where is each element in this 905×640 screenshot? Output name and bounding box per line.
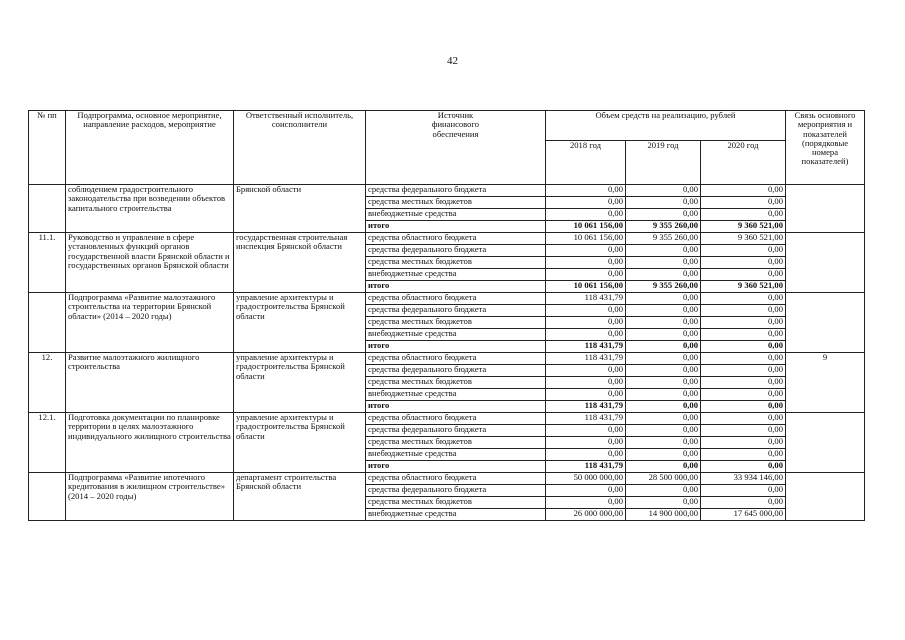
funding-source: средства федерального бюджета [366, 245, 546, 257]
row-number [29, 293, 66, 353]
amount-2019: 0,00 [626, 257, 701, 269]
funding-source: итого [366, 221, 546, 233]
table-row [29, 293, 865, 305]
funding-source: внебюджетные средства [366, 209, 546, 221]
indicator-link [786, 233, 865, 293]
row-number: 12. [29, 353, 66, 413]
amount-2018: 26 000 000,00 [546, 509, 626, 521]
program-name: Подготовка документации по планировке территории в целях малоэтажного индивидуального жилищного строительства [66, 413, 234, 473]
amount-2018: 10 061 156,00 [546, 233, 626, 245]
header-col-volume: Объем средств на реализацию, рублей [546, 111, 786, 141]
amount-2019: 0,00 [626, 329, 701, 341]
amount-2020: 17 645 000,00 [701, 509, 786, 521]
amount-2018: 0,00 [546, 305, 626, 317]
amount-2019: 28 500 000,00 [626, 473, 701, 485]
table-header [29, 111, 865, 185]
amount-2019: 14 900 000,00 [626, 509, 701, 521]
row-number [29, 185, 66, 233]
header-col-source: Источник финансового обеспечения [366, 111, 546, 185]
program-name: Руководство и управление в сфере установленных функций органов государственной власти Брянской области и государственных органов Брянской области [66, 233, 234, 293]
table-row [29, 185, 865, 197]
amount-2020: 0,00 [701, 269, 786, 281]
executor: управление архитектуры и градостроительства Брянской области [234, 353, 366, 413]
executor: управление архитектуры и градостроительства Брянской области [234, 413, 366, 473]
amount-2020: 0,00 [701, 389, 786, 401]
funding-source: средства местных бюджетов [366, 377, 546, 389]
funding-source: итого [366, 281, 546, 293]
amount-2018: 118 431,79 [546, 401, 626, 413]
funding-source: средства федерального бюджета [366, 185, 546, 197]
amount-2019: 9 355 260,00 [626, 221, 701, 233]
amount-2020: 0,00 [701, 329, 786, 341]
funding-source: внебюджетные средства [366, 389, 546, 401]
funding-source: внебюджетные средства [366, 269, 546, 281]
amount-2020: 0,00 [701, 209, 786, 221]
funding-source: итого [366, 341, 546, 353]
indicator-link [786, 185, 865, 233]
program-name: соблюдением градостроительного законодательства при возведении объектов капитального строительства [66, 185, 234, 233]
amount-2018: 10 061 156,00 [546, 281, 626, 293]
amount-2019: 0,00 [626, 353, 701, 365]
funding-source: внебюджетные средства [366, 509, 546, 521]
funding-source: средства местных бюджетов [366, 257, 546, 269]
amount-2018: 0,00 [546, 437, 626, 449]
row-number: 12.1. [29, 413, 66, 473]
header-col-program: Подпрограмма, основное мероприятие, направление расходов, мероприятие [66, 111, 234, 185]
header-col-executor: Ответственный исполнитель, соисполнители [234, 111, 366, 185]
amount-2019: 0,00 [626, 185, 701, 197]
amount-2019: 9 355 260,00 [626, 281, 701, 293]
amount-2019: 0,00 [626, 365, 701, 377]
funding-source: средства федерального бюджета [366, 305, 546, 317]
indicator-link [786, 293, 865, 353]
header-year-2018: 2018 год [546, 141, 626, 185]
amount-2018: 0,00 [546, 209, 626, 221]
amount-2019: 0,00 [626, 341, 701, 353]
table-row [29, 353, 865, 365]
funding-source: внебюджетные средства [366, 329, 546, 341]
amount-2019: 0,00 [626, 437, 701, 449]
funding-source: итого [366, 461, 546, 473]
amount-2018: 0,00 [546, 377, 626, 389]
header-col-link: Связь основного мероприятия и показателей (порядковые номера показателей) [786, 111, 865, 185]
executor: управление архитектуры и градостроительства Брянской области [234, 293, 366, 353]
amount-2020: 0,00 [701, 341, 786, 353]
amount-2019: 0,00 [626, 413, 701, 425]
amount-2020: 0,00 [701, 353, 786, 365]
funding-source: средства областного бюджета [366, 413, 546, 425]
amount-2018: 0,00 [546, 185, 626, 197]
funding-source: внебюджетные средства [366, 449, 546, 461]
amount-2018: 118 431,79 [546, 293, 626, 305]
table-row [29, 233, 865, 245]
funding-source: средства федерального бюджета [366, 425, 546, 437]
funding-source: средства областного бюджета [366, 473, 546, 485]
amount-2019: 0,00 [626, 461, 701, 473]
amount-2020: 0,00 [701, 413, 786, 425]
amount-2020: 0,00 [701, 197, 786, 209]
amount-2018: 0,00 [546, 425, 626, 437]
amount-2020: 0,00 [701, 401, 786, 413]
amount-2019: 0,00 [626, 245, 701, 257]
header-col-no: № пп [29, 111, 66, 185]
funding-source: средства местных бюджетов [366, 437, 546, 449]
amount-2020: 0,00 [701, 305, 786, 317]
amount-2019: 0,00 [626, 197, 701, 209]
amount-2019: 0,00 [626, 317, 701, 329]
amount-2018: 118 431,79 [546, 353, 626, 365]
amount-2020: 0,00 [701, 317, 786, 329]
amount-2018: 0,00 [546, 389, 626, 401]
table-row [29, 413, 865, 425]
header-year-2019: 2019 год [626, 141, 701, 185]
amount-2020: 0,00 [701, 257, 786, 269]
amount-2018: 0,00 [546, 197, 626, 209]
funding-source: средства областного бюджета [366, 233, 546, 245]
amount-2018: 0,00 [546, 449, 626, 461]
amount-2019: 0,00 [626, 377, 701, 389]
amount-2019: 0,00 [626, 449, 701, 461]
amount-2020: 0,00 [701, 365, 786, 377]
amount-2018: 0,00 [546, 485, 626, 497]
funding-source: итого [366, 401, 546, 413]
executor: государственная строительная инспекция Брянской области [234, 233, 366, 293]
funding-source: средства местных бюджетов [366, 317, 546, 329]
amount-2018: 0,00 [546, 317, 626, 329]
amount-2020: 0,00 [701, 461, 786, 473]
funding-source: средства местных бюджетов [366, 197, 546, 209]
funding-source: средства федерального бюджета [366, 485, 546, 497]
amount-2019: 0,00 [626, 269, 701, 281]
amount-2020: 9 360 521,00 [701, 233, 786, 245]
row-number: 11.1. [29, 233, 66, 293]
amount-2020: 0,00 [701, 449, 786, 461]
amount-2018: 10 061 156,00 [546, 221, 626, 233]
header-year-2020: 2020 год [701, 141, 786, 185]
amount-2020: 0,00 [701, 485, 786, 497]
table-body [29, 185, 865, 521]
amount-2020: 0,00 [701, 377, 786, 389]
amount-2018: 0,00 [546, 329, 626, 341]
funding-source: средства федерального бюджета [366, 365, 546, 377]
program-name: Подпрограмма «Развитие ипотечного кредитования в жилищном строительстве» (2014 – 2020 годы) [66, 473, 234, 521]
amount-2019: 0,00 [626, 305, 701, 317]
amount-2018: 0,00 [546, 257, 626, 269]
amount-2020: 0,00 [701, 497, 786, 509]
table-row [29, 473, 865, 485]
amount-2018: 0,00 [546, 497, 626, 509]
funding-source: средства областного бюджета [366, 293, 546, 305]
amount-2020: 0,00 [701, 293, 786, 305]
program-name: Подпрограмма «Развитие малоэтажного строительства на территории Брянской области» (2014 – 2020 годы) [66, 293, 234, 353]
indicator-link [786, 413, 865, 473]
program-name: Развитие малоэтажного жилищного строительства [66, 353, 234, 413]
funding-source: средства областного бюджета [366, 353, 546, 365]
amount-2018: 118 431,79 [546, 461, 626, 473]
amount-2019: 0,00 [626, 425, 701, 437]
amount-2019: 0,00 [626, 209, 701, 221]
amount-2019: 0,00 [626, 497, 701, 509]
amount-2019: 0,00 [626, 401, 701, 413]
amount-2020: 33 934 146,00 [701, 473, 786, 485]
amount-2019: 9 355 260,00 [626, 233, 701, 245]
amount-2018: 0,00 [546, 245, 626, 257]
budget-table [28, 110, 865, 521]
amount-2020: 0,00 [701, 185, 786, 197]
page-number: 42 [447, 55, 458, 67]
indicator-link [786, 473, 865, 521]
executor: департамент строительства Брянской области [234, 473, 366, 521]
amount-2019: 0,00 [626, 485, 701, 497]
amount-2020: 0,00 [701, 425, 786, 437]
indicator-link: 9 [786, 353, 865, 413]
amount-2019: 0,00 [626, 293, 701, 305]
amount-2020: 9 360 521,00 [701, 281, 786, 293]
funding-source: средства местных бюджетов [366, 497, 546, 509]
amount-2020: 0,00 [701, 245, 786, 257]
amount-2018: 50 000 000,00 [546, 473, 626, 485]
amount-2018: 118 431,79 [546, 413, 626, 425]
row-number [29, 473, 66, 521]
amount-2019: 0,00 [626, 389, 701, 401]
amount-2018: 0,00 [546, 269, 626, 281]
executor: Брянской области [234, 185, 366, 233]
amount-2018: 0,00 [546, 365, 626, 377]
amount-2018: 118 431,79 [546, 341, 626, 353]
amount-2020: 9 360 521,00 [701, 221, 786, 233]
amount-2020: 0,00 [701, 437, 786, 449]
